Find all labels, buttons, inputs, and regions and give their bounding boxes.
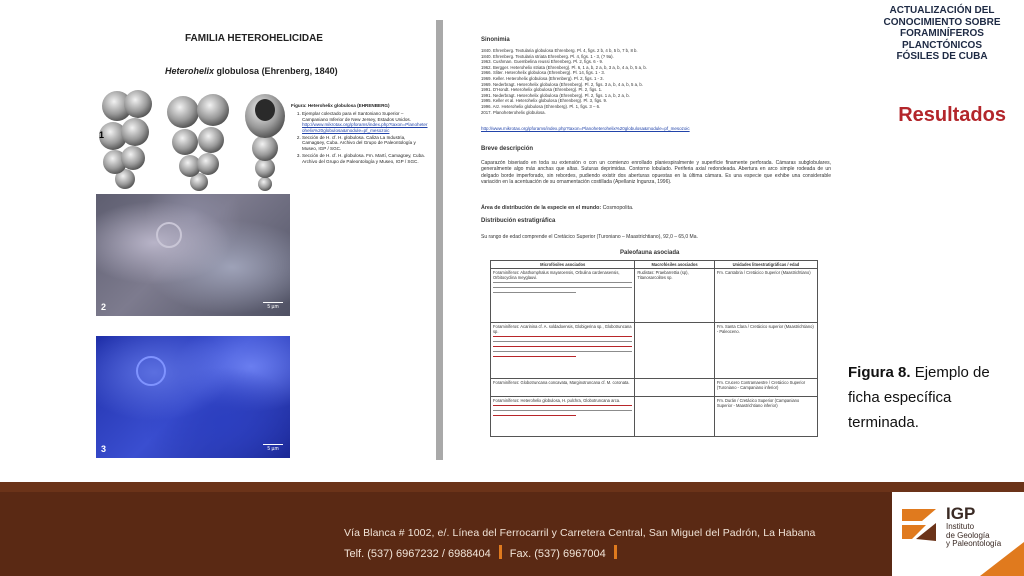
distribution-title: Distribución estratigráfica (481, 218, 556, 224)
synonymy-title: Sinonimia (481, 37, 510, 43)
synonymy-entry: 1995. Keller et al. Heterohelix globulosa (Ehrenberg). Pl. 3, figs. 9. (481, 98, 608, 104)
footer-address: Vía Blanca # 1002, e/. Línea del Ferrocarril y Carretera Central, San Miguel del Padrón, La Habana (344, 527, 816, 539)
table-cell: Foraminíferos: Globotruncana concavata, Marginotruncana cf. M. coronata. (491, 379, 635, 397)
section-title: Resultados (898, 104, 1006, 126)
corner-accent (980, 542, 1024, 576)
fossil-photo-1 (95, 84, 290, 206)
description-title: Breve descripción (481, 146, 534, 152)
synonymy-entry: 1969. Keller. Heterohelix globulosa (Ehrenberg). Pl. 2, figs. 1 - 3. (481, 75, 604, 81)
synonymy-entry: 1963. Cushman. Guembelina reussi Ehrenberg. Pl. 2, figs. 6 - 9. (481, 59, 604, 65)
igp-logo-icon (902, 505, 938, 545)
table-cell: Fm. Durán / Cretácico Superior (Campaniano Superior - Maastrichtiano inferior) (714, 397, 817, 437)
synonymy-link[interactable]: http://www.mikrotax.org/pforams/index.php?taxon=Planoheterohelix%20globulosa&module=pf_mesozoic (481, 126, 690, 131)
table-header: Microfósiles asociados (491, 261, 635, 269)
table-cell: Fm. Cantabria / Cretácico Superior (Maastrichtiano) (714, 269, 817, 323)
table-cell (635, 397, 714, 437)
synonymy-entry: 1840. Ehrenberg. Textularia striata Ehrenberg. Pl. 4, figs. 1 - 3, (? 9a). (481, 53, 614, 59)
scale-bar: 5 µm (263, 302, 283, 311)
photo-number-1: 1 (99, 130, 105, 140)
footer-fax: Fax. (537) 6967004 (509, 548, 606, 560)
thin-section-photo-2 (96, 194, 290, 316)
figure-caption (848, 360, 1008, 435)
figure-legend-title: Figura: Heterohelix globulosa (EHRENBERG) (291, 103, 390, 108)
paleofauna-title: Paleofauna asociada (620, 250, 680, 256)
synonymy-entry: 1991. D'Hondt. Heterohelix globulosa (Ehrenberg). Pl. 2, figs. 1. (481, 87, 603, 93)
table-row (491, 269, 818, 323)
legend-item: 3. Sección de H. cf. H. globulosa. Fm. Martí, Camagüey, Cuba. Archivo del Grupo de Paleontología y Museo, IGP / SGC. (302, 153, 429, 164)
species-genus: Heterohelix (165, 66, 215, 76)
synonymy-entry: 1962. Bergger. Heterohelix striata (Ehrenberg). Pl. 6, 1 a, b, 2 a, b, 3 a, b, 4 a, b, 5 a, b. (481, 64, 648, 70)
table-row (491, 323, 818, 379)
caption-label: Figura 8. (848, 364, 911, 381)
table-cell: Foraminíferos: Abathomphalus mayaroensis, Orbulina cardenasensis, Orbitocyclina meyglauvi. (491, 269, 635, 323)
scale-bar: 5 µm (263, 444, 283, 453)
area-label: Área de distribución de la especie en el mundo: (481, 205, 602, 211)
logo-name: IGP (946, 504, 976, 523)
figure-legend (291, 103, 429, 166)
separator (614, 545, 617, 559)
table-cell: Fm. Crucero Contramaestre / Cretácico Superior (Turoniano - Campaniano inferior) (714, 379, 817, 397)
table-cell: Foraminíferos: Heterohelix globulosa, H. pulchra, Globotruncana arca. (491, 397, 635, 437)
distribution-text: Su rango de edad comprende el Cretácico Superior (Turoniano – Maastrichtiano), 92,0 – 65,0 Ma. (481, 234, 698, 240)
species-title (165, 66, 338, 76)
distribution-area (481, 205, 634, 211)
synonymy-entry: 2017. Planoheterohelix globulosa. (481, 109, 546, 115)
legend-item: 2. Sección de H. cf. H. globulosa. Caliza La Industria, Camagüey, Cuba. Archivo del Grupo de Paleontología y Museo, IGP / SGC. (302, 135, 429, 151)
footer-contacts (344, 545, 625, 560)
paleofauna-table (490, 260, 818, 437)
document-page-right (472, 22, 842, 458)
synonymy-entry: 1969. Nederbragt. Heterohelix globulosa (Ehrenberg). Pl. 2, figs. 3 a, b, 4 a, b, 5 a, b. (481, 81, 643, 87)
fossil-section-shape (136, 356, 166, 386)
caption-text: Ejemplo de ficha específica terminada. (848, 364, 990, 431)
page-divider (436, 20, 443, 460)
description-text: Caparazón biseriado en toda su extensión o con un comienzo enrollado planiespiralmente y superficie finamente perforada. Cámaras subglobulares, generalmente algo más anchas que altas. Suturas deprimidas. Contorno lobulado. Periferia axial redondeada. Abertura en arco simple rodeada de un delgado borde imperforado, sin rebordes, pudiendo existir dos aberturas opuestas en la última cámara. Es una especie que exhibe una considerable variación en la acentuación de su ornamentación costillada (Apellaniz Ingunza, 1996). (481, 160, 831, 186)
logo-subtitle: Instituto de Geología y Paleontología (946, 522, 1002, 549)
photo-number-2: 2 (101, 302, 107, 312)
table-header-row (491, 261, 818, 269)
table-cell (635, 379, 714, 397)
table-cell: Foraminíferos: Acarinina cf. A. soldadoensis, Globigerina sp., Globotruncana sp. (491, 323, 635, 379)
table-cell: Fm. Santa Clara / Cretácico superior (Maastrichtiano) - Paleoceno. (714, 323, 817, 379)
photo-number-3: 3 (101, 444, 107, 454)
table-cell: Rudistas: Praebarrettia (sp), Titanosarcolites sp. (635, 269, 714, 323)
footer-bar (0, 482, 1024, 576)
table-row (491, 379, 818, 397)
separator (499, 545, 502, 559)
legend-item: 1. Ejemplar colectado para el Santoniano Superior – Campaniano Inferior de New Jersey, Estados Unidos. http://www.mikrotax.org/pforams/index.php?taxon=Planoheterohelix%20globulosa&module=pf_mesozoic (302, 111, 429, 133)
area-value: Cosmopolita. (602, 205, 634, 211)
synonymy-entry: 1966. Sliter. Heterohelix globulosa (Ehrenberg). Pl. 14, figs. 1 - 3. (481, 70, 605, 76)
legend-link[interactable]: http://www.mikrotax.org/pforams/index.php?taxon=Planoheterohelix%20globulosa&module=pf_mesozoic (302, 122, 428, 133)
synonymy-entry: 1991. Nederbragt. Heterohelix globulosa (Ehrenberg). Pl. 2, figs. 1 a, b, 2 a, b. (481, 92, 630, 98)
thin-section-photo-3 (96, 336, 290, 458)
table-header: Macrofósiles asociados (635, 261, 714, 269)
family-title: FAMILIA HETEROHELICIDAE (185, 33, 323, 44)
table-row (491, 397, 818, 437)
species-name: globulosa (216, 66, 260, 76)
table-header: Unidades litoestratigráficas / edad (714, 261, 817, 269)
species-author: (Ehrenberg, 1840) (261, 66, 338, 76)
synonymy-list (481, 48, 811, 115)
fossil-section-shape (156, 222, 182, 248)
document-page-left (95, 22, 430, 458)
synonymy-entry: 1996. Arz. Heterohelix globulosa (Ehrenberg). Pl. 1, figs. 3 – 6. (481, 103, 601, 109)
presentation-title: ACTUALIZACIÓN DEL CONOCIMIENTO SOBRE FORAMINÍFEROS PLANCTÓNICOS FÓSILES DE CUBA (883, 5, 1001, 62)
synonymy-entry: 1840. Ehrenberg. Textularia globulosa Ehrenberg. Pl. 4, figs. 2 b, 4 b, 5 b, 7 b, 8 b. (481, 48, 638, 53)
footer-phone: Telf. (537) 6967232 / 6988404 (344, 548, 491, 560)
table-cell (635, 323, 714, 379)
